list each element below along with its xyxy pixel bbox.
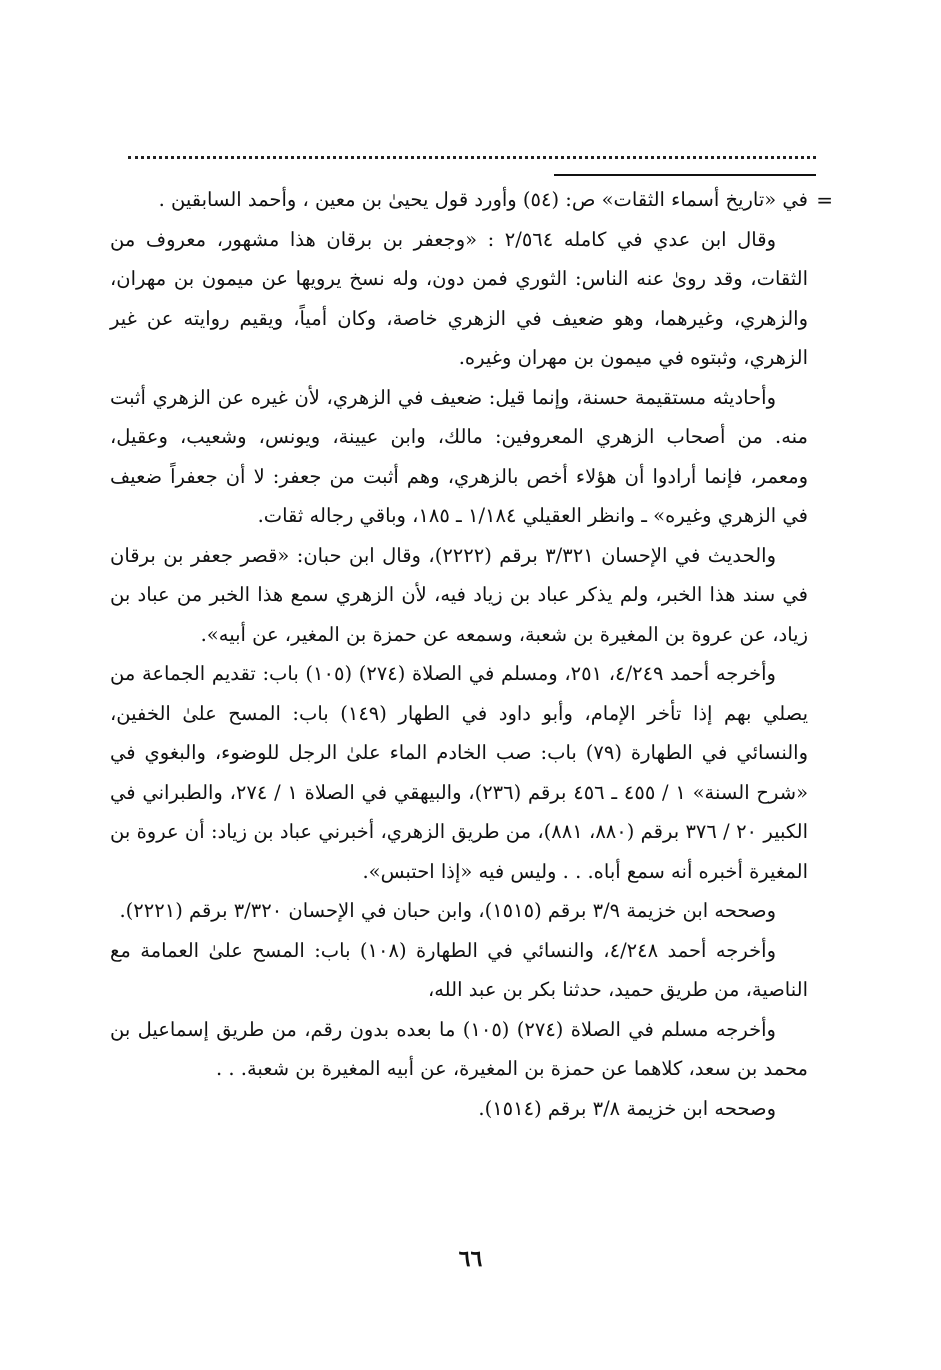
footnote-paragraph: وأخرجه أحمد ٤/٢٤٨، والنسائي في الطهارة (١٠٨) باب: المسح علىٰ العمامة مع الناصية، من طريق حميد، حدثنا بكر بن عبد الله، xyxy=(110,938,808,1001)
footnote-paragraph: والحديث في الإحسان ٣/٣٢١ برقم (٢٢٢٢)، وقال ابن حبان: «قصر جعفر بن برقان في سند هذا الخبر، ولم يذكر عباد بن زياد فيه، لأن الزهري سمع هذا الخبر من عباد بن زياد، عن عروة بن المغيرة بن شعبة، وسمعه عن حمزة بن المغير، عن أبيه». xyxy=(110,543,808,646)
footnote-paragraph: وأخرجه أحمد ٤/٢٤٩، ٢٥١، ومسلم في الصلاة (٢٧٤) (١٠٥) باب: تقديم الجماعة من يصلي بهم إذا تأخر الإمام، وأبو داود في الطهار (١٤٩) باب: المسح علىٰ الخفين، والنسائي في الطهارة (٧٩) باب: صب الخادم الماء علىٰ الرجل للوضوء، والبغوي في «شرح السنة» ١ / ٤٥٥ ـ ٤٥٦ برقم (٢٣٦)، والبيهقي في الصلاة ١ / ٢٧٤، والطبراني في الكبير ٢٠ / ٣٧٦ برقم (٨٨٠، ٨٨١)، من طريق الزهري، أخبرني عباد بن زياد: أن عروة بن المغيرة أخبره أنه سمع أباه. . . وليس فيه «إذا احتبس». xyxy=(110,662,809,883)
footnote-separator xyxy=(128,150,816,180)
footnote-paragraph: وأحاديثه مستقيمة حسنة، وإنما قيل: ضعيف في الزهري، لأن غيره عن الزهري أثبت منه. من أصحاب الزهري المعروفين: مالك، وابن عيينة، ويونس، وشعيب، وعقيل، ومعمر، فإنما أرادوا أن هؤلاء أخص بالزهري، وهم أثبت من جعفر: لا أن جعفراً ضعيف في الزهري وغيره» ـ وانظر العقيلي ١/١٨٤ ـ ١٨٥، وباقي رجاله ثقات. xyxy=(110,385,808,527)
footnote-paragraph: في «تاريخ أسماء الثقات» ص: (٥٤) وأورد قول يحيىٰ بن معين ، وأحمد السابقين . xyxy=(158,188,808,211)
solid-rule xyxy=(554,174,816,176)
continuation-mark: = xyxy=(816,188,833,212)
footnote-paragraph: وقال ابن عدي في كامله ٢/٥٦٤ : «وجعفر بن برقان هذا مشهور، معروف من الثقات، وقد روىٰ عنه الناس: الثوري فمن دون، وله نسخ يرويها عن ميمون بن مهران، والزهري، وغيرهما، وهو ضعيف في الزهري خاصة، وكان أمياً، ويقيم روايته عن غير الزهري، وثبتوه في ميمون بن مهران وغيره. xyxy=(110,227,808,369)
page-number: ٦٦ xyxy=(458,1246,483,1272)
footnotes-block xyxy=(110,180,808,1128)
footnote-paragraph: وصححه ابن خزيمة ٣/٨ برقم (١٥١٤). xyxy=(478,1096,776,1120)
dotted-rule xyxy=(128,156,816,159)
footnote-paragraph: وأخرجه مسلم في الصلاة (٢٧٤) (١٠٥) ما بعده بدون رقم، من طريق إسماعيل بن محمد بن سعد، كلاهما عن حمزة بن المغيرة، عن أبيه المغيرة بن شعبة. . . xyxy=(110,1017,808,1080)
footnote-paragraph: وصححه ابن خزيمة ٣/٩ برقم (١٥١٥)، وابن حبان في الإحسان ٣/٣٢٠ برقم (٢٢٢١). xyxy=(119,899,776,922)
